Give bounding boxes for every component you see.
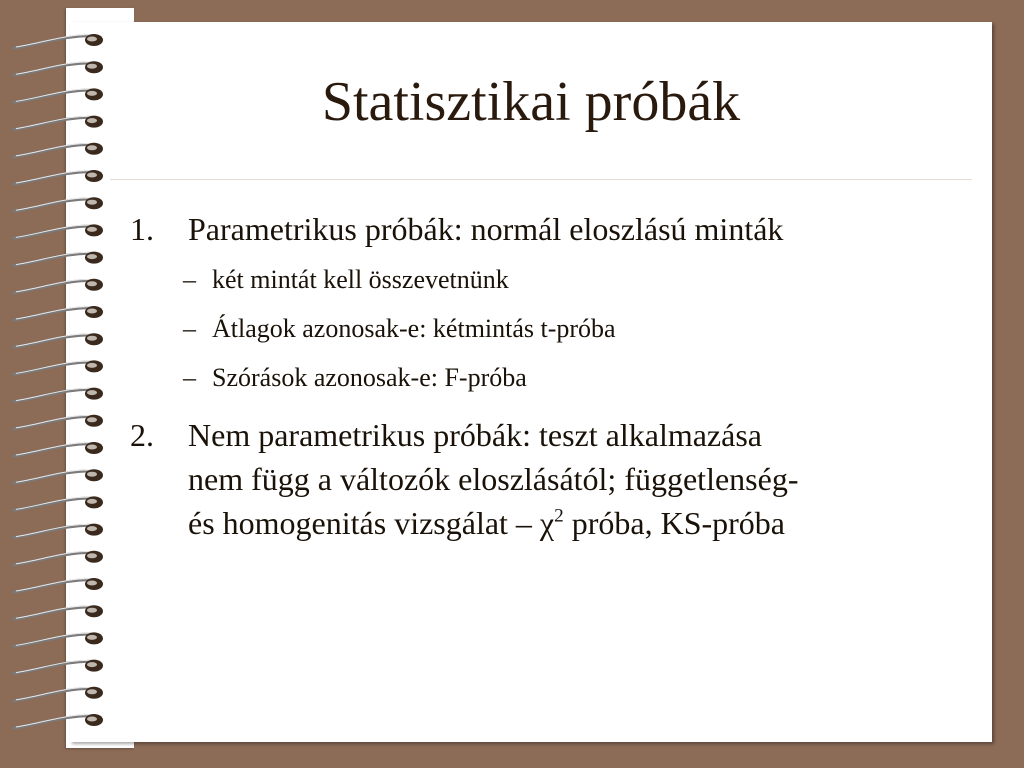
- list-item-text: Parametrikus próbák: normál eloszlású minták: [188, 211, 784, 247]
- spiral-ring: [14, 605, 103, 619]
- spiral-ring: [14, 578, 103, 592]
- list-item-line-2: nem függ a változók eloszlásától; függetlenség-: [188, 461, 799, 497]
- list-item-2: [130, 414, 990, 546]
- title-divider: [110, 179, 972, 180]
- spiral-ring: [14, 224, 103, 238]
- spiral-ring: [14, 687, 103, 701]
- spiral-ring: [14, 469, 103, 483]
- spiral-ring: [14, 415, 103, 429]
- sub-item-bullet: –: [183, 363, 196, 392]
- spiral-ring: [14, 660, 103, 674]
- spiral-ring: [14, 252, 103, 266]
- spiral-ring: [14, 388, 103, 402]
- line-3-text: és homogenitás vizsgálat – χ: [188, 505, 555, 541]
- spiral-ring: [14, 333, 103, 347]
- spiral-ring: [14, 442, 103, 456]
- spiral-ring: [14, 632, 103, 646]
- spiral-ring: [14, 170, 103, 184]
- sub-item-bullet: –: [183, 314, 196, 343]
- spiral-ring: [14, 34, 103, 48]
- list-item-line-3: [188, 502, 785, 544]
- spiral-ring: [14, 524, 103, 538]
- spiral-ring: [14, 197, 103, 211]
- spiral-ring: [14, 360, 103, 374]
- slide-title: Statisztikai próbák: [321, 71, 741, 133]
- sub-item-2: [183, 313, 983, 345]
- sub-item-3: [183, 362, 983, 394]
- list-item-1: [130, 208, 990, 250]
- sub-item-1: [183, 264, 983, 296]
- sub-item-text: Szórások azonosak-e: F-próba: [212, 363, 527, 392]
- spiral-ring: [14, 143, 103, 157]
- spiral-ring: [14, 496, 103, 510]
- spiral-ring: [14, 306, 103, 320]
- list-item-line-1: Nem parametrikus próbák: teszt alkalmazása: [188, 417, 762, 453]
- sub-item-bullet: –: [183, 265, 196, 294]
- list-item-number: 2.: [130, 417, 154, 453]
- spiral-ring: [14, 714, 103, 728]
- line-3-tail: próba, KS-próba: [563, 505, 785, 541]
- spiral-ring: [14, 551, 103, 565]
- spiral-ring: [14, 279, 103, 293]
- list-item-number: 1.: [130, 211, 154, 247]
- sub-item-text: Átlagok azonosak-e: kétmintás t-próba: [212, 314, 616, 343]
- sub-item-text: két mintát kell összevetnünk: [212, 265, 509, 294]
- chi-superscript: 2: [554, 505, 564, 527]
